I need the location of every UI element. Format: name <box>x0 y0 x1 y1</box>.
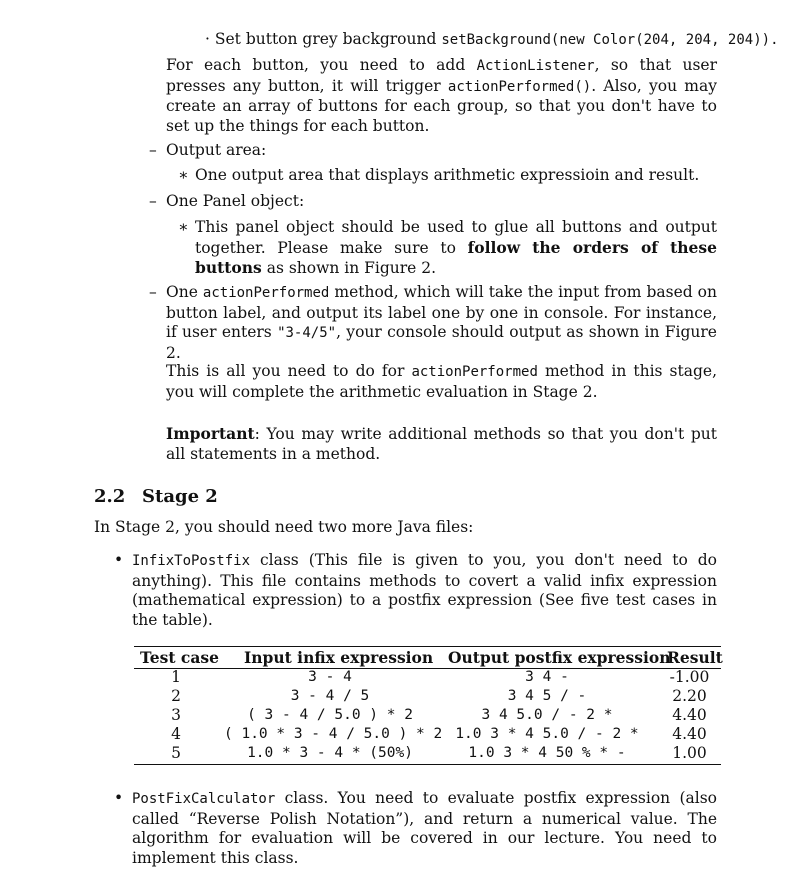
star-bullet: ∗ <box>178 166 189 184</box>
cell-result: -1.00 <box>669 668 710 686</box>
action-text-3: , your console should output as shown in Figure 2. <box>166 323 717 362</box>
cell-infix: 3 - 4 / 5 <box>290 688 370 704</box>
action-text-2: method, which will take the input from based on button label, and output its label one by one in console. For instance, if user enters <box>166 283 717 341</box>
code-example-input: "3-4/5" <box>277 325 337 341</box>
cell-postfix: 3 4 5 / - <box>507 688 587 704</box>
cell-postfix: 3 4 - <box>525 669 569 685</box>
bullet-dot: • <box>114 551 124 569</box>
para-text-3: . Also, you may create an array of buttons for each group, so that you don't have to set up the things for each button. <box>166 76 717 135</box>
code-action-performed-ref: actionPerformed <box>411 364 538 380</box>
table-row <box>134 706 721 725</box>
dash-action: – <box>149 283 157 301</box>
para-text-2: , so that user presses any button, it will trigger <box>166 56 717 95</box>
cell-result: 4.40 <box>672 725 707 743</box>
stage-intro: In Stage 2, you should need two more Java files: <box>94 518 474 536</box>
section-number: 2.2 <box>94 486 126 507</box>
bullet-postfix-calculator <box>132 789 717 868</box>
small-dot: · <box>205 30 210 48</box>
cell-infix: 3 - 4 <box>308 669 352 685</box>
table-bottom-rule <box>134 764 721 765</box>
bullet-dot: • <box>114 789 124 807</box>
label-output-area: Output area: <box>166 141 267 159</box>
paragraph-this-is-all <box>166 362 717 402</box>
cell-infix: ( 1.0 * 3 - 4 / 5.0 ) * 2 <box>224 726 443 742</box>
dash-panel: – <box>149 192 157 210</box>
table-top-rule <box>134 646 721 647</box>
cell-case: 1 <box>171 668 181 686</box>
bullet-infix-to-postfix <box>132 551 717 630</box>
cell-postfix: 1.0 3 * 4 50 % * - <box>468 745 626 761</box>
paragraph-action-listener <box>166 56 717 136</box>
para-text-1: For each button, you need to add <box>166 56 466 74</box>
cell-postfix: 1.0 3 * 4 5.0 / - 2 * <box>455 726 639 742</box>
postfix-description: class. You need to evaluate postfix expression (also called “Reverse Polish Notation”), and return a numerical value. The algorithm for evaluation will be covered in our lecture. You need to implement this class. <box>132 789 717 867</box>
text-output-area: One output area that displays arithmetic expressioin and result. <box>195 166 700 184</box>
important-text: : You may write additional methods so that you don't put all statements in a method. <box>166 425 717 463</box>
code-action-listener: ActionListener <box>476 58 595 74</box>
cell-result: 4.40 <box>672 706 707 724</box>
code-infix-to-postfix: InfixToPostfix <box>132 553 251 569</box>
code-postfix-calculator: PostFixCalculator <box>132 791 276 807</box>
paragraph-important <box>166 424 717 464</box>
infix-description: class (This file is given to you, you don't need to do anything). This file contains methods to covert a valid infix expression (mathematical expression) to a postfix expression (See five test cases in the table). <box>132 551 717 629</box>
code-set-background: setBackground(new Color(204, 204, 204)). <box>441 32 779 48</box>
action-text-1: One <box>166 283 198 301</box>
cell-case: 3 <box>171 706 181 724</box>
header-output-postfix: Output postfix expression <box>448 648 671 667</box>
code-action-performed-method: actionPerformed <box>202 285 330 301</box>
this-is-all-text-2: method in this stage, you will complete the arithmetic evaluation in Stage 2. <box>166 362 718 401</box>
star-bullet: ∗ <box>178 218 189 236</box>
table-row <box>134 725 721 744</box>
panel-bold-text: follow the orders of these buttons <box>195 237 717 277</box>
table-row <box>134 744 721 763</box>
this-is-all-text-1: This is all you need to do for <box>166 362 405 380</box>
header-test-case: Test case <box>140 648 219 667</box>
text-action-performed <box>166 283 717 363</box>
item-grey-background <box>205 30 779 51</box>
cell-case: 4 <box>171 725 181 743</box>
dash-output-area: – <box>149 141 157 159</box>
code-action-performed: actionPerformed() <box>447 78 592 95</box>
important-label: Important <box>166 424 255 443</box>
panel-text-1: This panel object should be used to glue all buttons and output together. Please make sure to <box>195 218 717 257</box>
section-title: Stage 2 <box>142 486 218 507</box>
cell-postfix: 3 4 5.0 / - 2 * <box>481 707 613 723</box>
cell-infix: 1.0 * 3 - 4 * (50%) <box>247 745 413 761</box>
cell-result: 2.20 <box>672 687 707 705</box>
cell-infix: ( 3 - 4 / 5.0 ) * 2 <box>247 707 413 723</box>
header-result: Result <box>667 648 723 667</box>
text-panel <box>195 218 717 279</box>
label-panel: One Panel object: <box>166 192 305 210</box>
cell-result: 1.00 <box>672 744 707 762</box>
item-text: Set button grey background <box>214 30 437 48</box>
panel-text-2: as shown in Figure 2. <box>266 259 437 277</box>
table-row <box>134 687 721 706</box>
cell-case: 2 <box>171 687 181 705</box>
table-row <box>134 668 721 687</box>
header-input-infix: Input infix expression <box>244 648 434 667</box>
cell-case: 5 <box>171 744 181 762</box>
